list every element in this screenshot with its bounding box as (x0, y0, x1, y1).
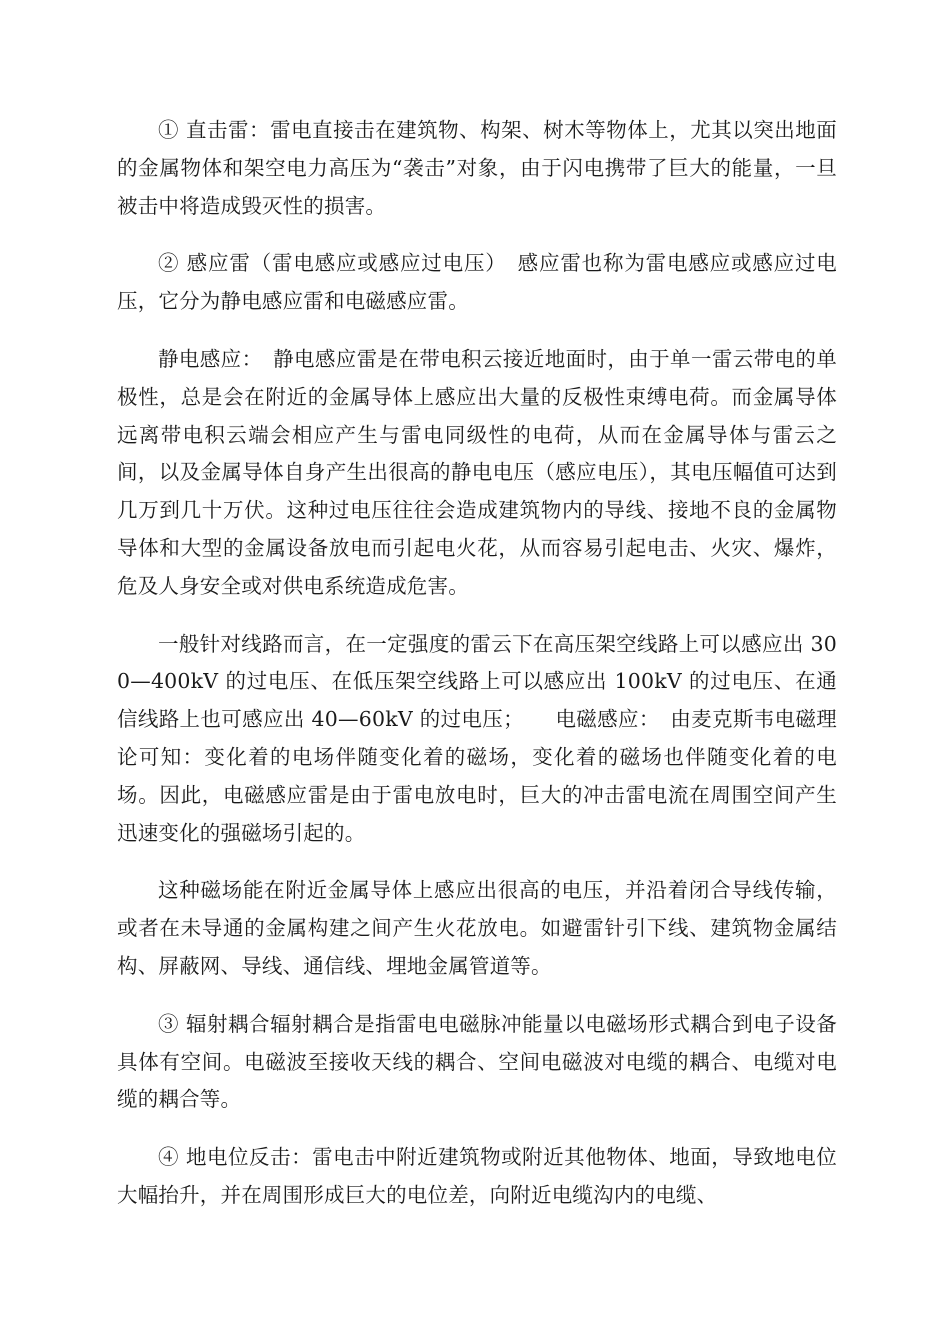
paragraph-magnetic-field: 这种磁场能在附近金属导体上感应出很高的电压，并沿着闭合导线传输，或者在未导通的金属构建之间产生火花放电。如避雷针引下线、建筑物金属结构、屏蔽网、导线、通信线、埋地金属管道等。 (117, 878, 837, 978)
paragraph-line-overvoltage: 一般针对线路而言，在一定强度的雷云下在高压架空线路上可以感应出 300—400kV 的过电压、在低压架空线路上可以感应出 100kV 的过电压、在通信线路上也可感应出 40—60kV 的过电压； 电磁感应： 由麦克斯韦电磁理论可知：变化着的电场伴随变化着的磁场，变化着的磁场也伴随变化着的电场。因此，电磁感应雷是由于雷电放电时，巨大的冲击雷电流在周围空间产生迅速变化的强磁场引起的。 (117, 631, 837, 845)
document-page (117, 112, 837, 1235)
paragraph-radiation-coupling: ③ 辐射耦合辐射耦合是指雷电电磁脉冲能量以电磁场形式耦合到电子设备具体有空间。电磁波至接收天线的耦合、空间电磁波对电缆的耦合、电缆对电缆的耦合等。 (117, 1011, 837, 1112)
paragraph-direct-lightning: ① 直击雷：雷电直接击在建筑物、构架、树木等物体上，尤其以突出地面的金属物体和架空电力高压为“袭击”对象，由于闪电携带了巨大的能量，一旦被击中将造成毁灭性的损害。 (117, 118, 837, 218)
paragraph-induced-lightning: ② 感应雷（雷电感应或感应过电压） 感应雷也称为雷电感应或感应过电压，它分为静电感应雷和电磁感应雷。 (117, 251, 837, 314)
paragraph-electrostatic-induction: 静电感应： 静电感应雷是在带电积云接近地面时，由于单一雷云带电的单极性，总是会在附近的金属导体上感应出大量的反极性束缚电荷。而金属导体远离带电积云端会相应产生与雷电同级性的电荷，从而在金属导体与雷云之间，以及金属导体自身产生出很高的静电电压（感应电压），其电压幅值可达到几万到几十万伏。这种过电压往往会造成建筑物内的导线、接地不良的金属物导体和大型的金属设备放电而引起电火花，从而容易引起电击、火灾、爆炸，危及人身安全或对供电系统造成危害。 (117, 346, 837, 598)
paragraph-ground-potential: ④ 地电位反击：雷电击中附近建筑物或附近其他物体、地面，导致地电位大幅抬升，并在周围形成巨大的电位差，向附近电缆沟内的电缆、 (117, 1145, 837, 1207)
